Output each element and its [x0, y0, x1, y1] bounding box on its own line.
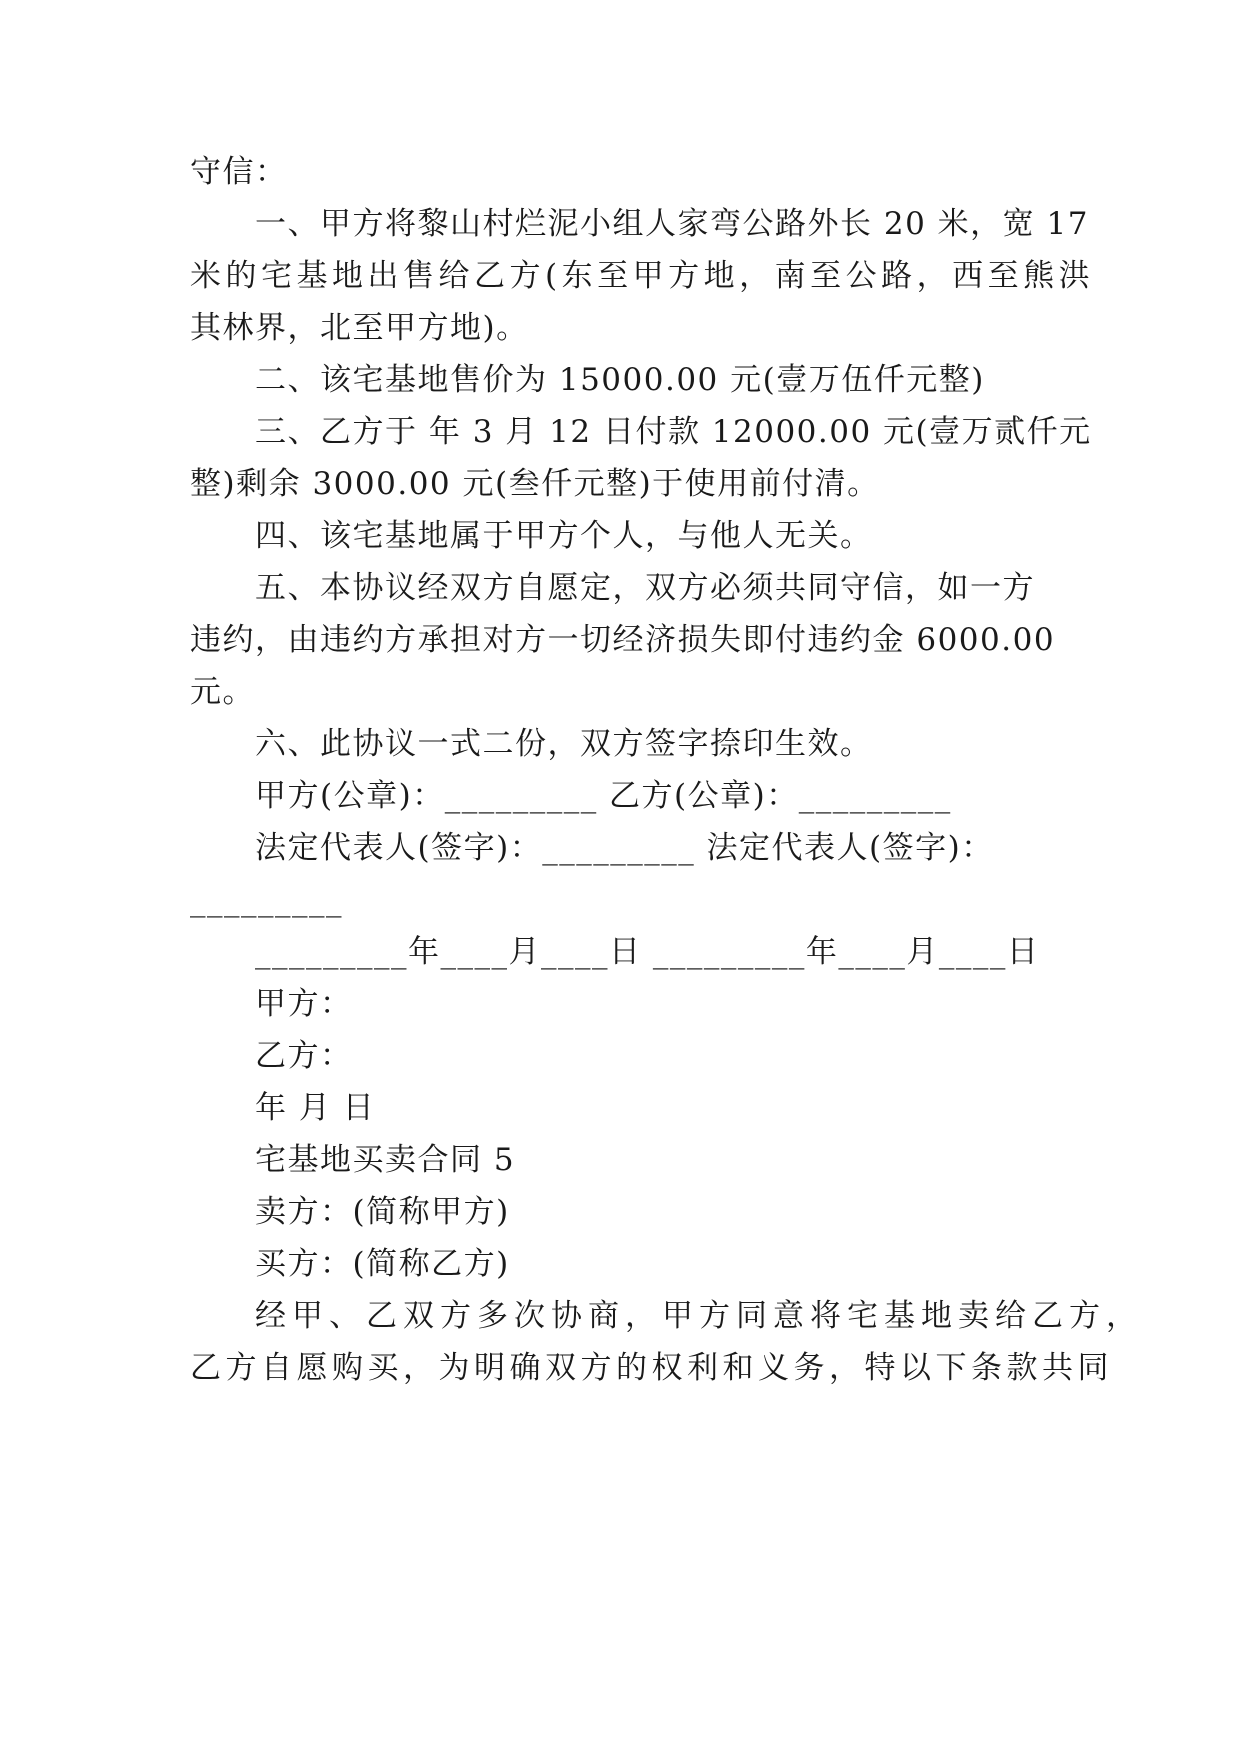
clause-1-line-2: 米的宅基地出售给乙方(东至甲方地，南至公路，西至熊洪 — [190, 258, 1095, 294]
date-line: _________年____月____日 _________年____月____日 — [255, 934, 1040, 970]
representative-blank: _________ — [190, 882, 343, 918]
seal-line: 甲方(公章)：_________ 乙方(公章)：_________ — [255, 778, 952, 814]
buyer-line: 买方：(简称乙方) — [255, 1246, 510, 1282]
party-b-label: 乙方： — [255, 1038, 353, 1074]
preamble-line-1: 经甲、乙双方多次协商，甲方同意将宅基地卖给乙方， — [255, 1298, 1143, 1334]
clause-1-line-1: 一、甲方将黎山村烂泥小组人家弯公路外长 20 米，宽 17 — [255, 206, 1089, 242]
representative-line: 法定代表人(签字)：_________ 法定代表人(签字)： — [255, 830, 994, 866]
date-label: 年 月 日 — [255, 1090, 376, 1126]
clause-4: 四、该宅基地属于甲方个人，与他人无关。 — [255, 518, 873, 554]
preamble-line-2: 乙方自愿购买，为明确双方的权利和义务，特以下条款共同 — [190, 1350, 1113, 1386]
clause-3-line-1: 三、乙方于 年 3 月 12 日付款 12000.00 元(壹万贰仟元 — [255, 414, 1092, 450]
clause-5-line-2: 违约，由违约方承担对方一切经济损失即付违约金 6000.00 — [190, 622, 1056, 658]
clause-1-line-3: 其林界，北至甲方地)。 — [190, 310, 529, 346]
text-line: 守信： — [190, 154, 288, 190]
clause-5-line-1: 五、本协议经双方自愿定，双方必须共同守信，如一方 — [255, 570, 1035, 606]
seller-line: 卖方：(简称甲方) — [255, 1194, 510, 1230]
clause-5-line-3: 元。 — [190, 674, 255, 710]
party-a-label: 甲方： — [255, 986, 353, 1022]
contract-title: 宅基地买卖合同 5 — [255, 1142, 516, 1178]
clause-2: 二、该宅基地售价为 15000.00 元(壹万伍仟元整) — [255, 362, 985, 398]
clause-6: 六、此协议一式二份，双方签字捺印生效。 — [255, 726, 873, 762]
clause-3-line-2: 整)剩余 3000.00 元(叁仟元整)于使用前付清。 — [190, 466, 880, 502]
